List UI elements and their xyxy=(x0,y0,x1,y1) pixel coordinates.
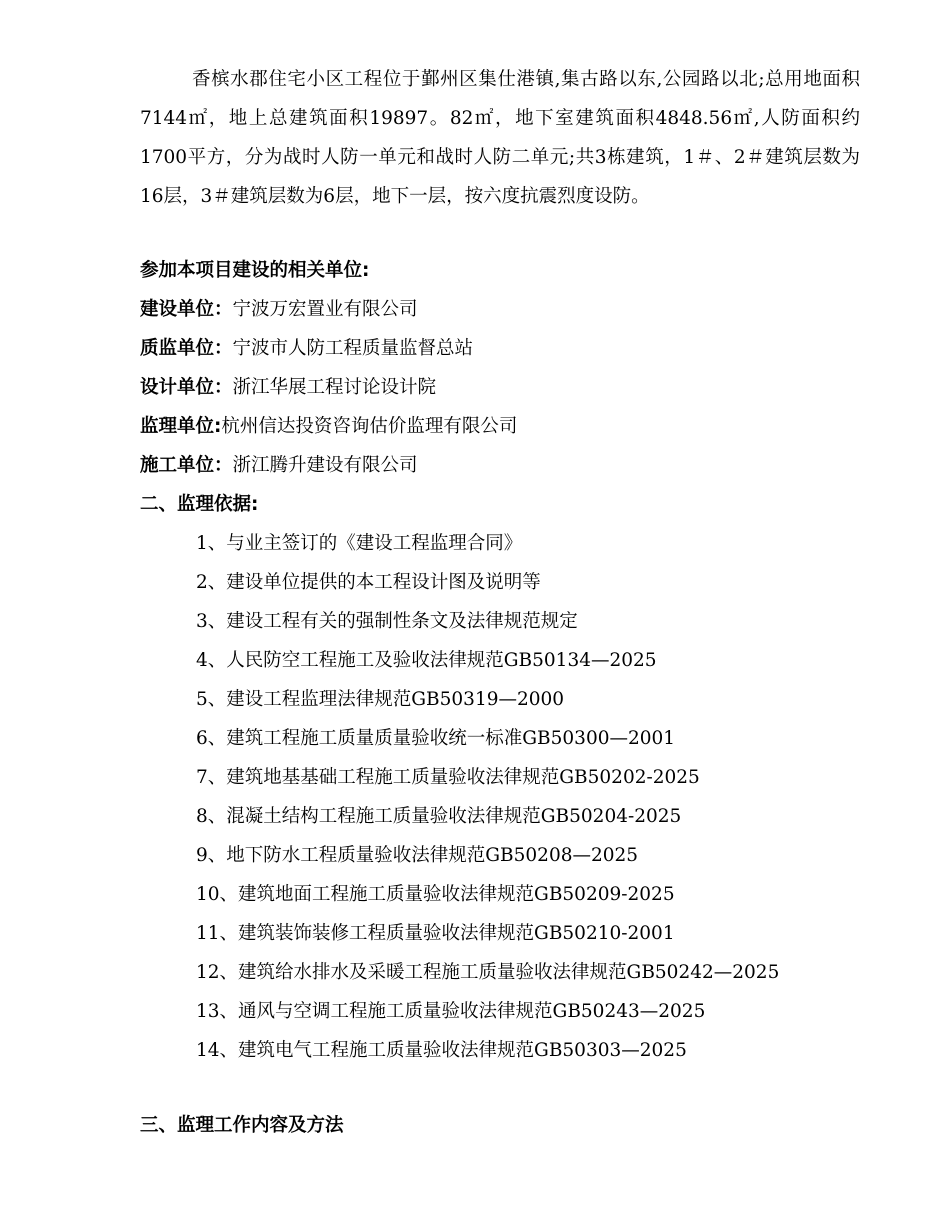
units-heading: 参加本项目建设的相关单位: xyxy=(140,260,370,281)
unit-value: 杭州信达投资咨询估价监理有限公司 xyxy=(221,416,518,437)
unit-label: 监理单位: xyxy=(140,416,222,437)
basis-item: 7、建筑地基基础工程施工质量验收法律规范GB50202-2025 xyxy=(196,767,700,788)
unit-value: 浙江华展工程讨论设计院 xyxy=(232,377,437,398)
basis-item: 9、地下防水工程质量验收法律规范GB50208—2025 xyxy=(196,845,639,866)
basis-item: 1、与业主签订的《建设工程监理合同》 xyxy=(196,533,523,554)
basis-item: 11、建筑装饰装修工程质量验收法律规范GB50210-2001 xyxy=(196,923,675,944)
basis-item: 6、建筑工程施工质量质量验收统一标准GB50300—2001 xyxy=(196,728,676,749)
unit-label: 设计单位： xyxy=(140,377,233,398)
project-intro-paragraph: 香槟水郡住宅小区工程位于鄞州区集仕港镇,集古路以东,公园路以北;总用地面积7144㎡，地上总建筑面积19897。82㎡，地下室建筑面积4848.56㎡,人防面积约1700平方，分为战时人防一单元和战时人防二单元;共3栋建筑，1＃、2＃建筑层数为16层，3＃建筑层数为6层，地下一层，按六度抗震烈度设防。 xyxy=(140,69,860,207)
section-3-heading: 三、监理工作内容及方法 xyxy=(140,1115,344,1136)
unit-value: 浙江腾升建设有限公司 xyxy=(232,455,418,476)
unit-row-design xyxy=(140,375,436,401)
unit-row-contractor xyxy=(140,453,418,479)
basis-item: 5、建设工程监理法律规范GB50319—2000 xyxy=(196,689,565,710)
section-2-heading: 二、监理依据: xyxy=(140,494,259,515)
basis-item: 8、混凝土结构工程施工质量验收法律规范GB50204-2025 xyxy=(196,806,682,827)
unit-label: 质监单位： xyxy=(140,338,233,359)
unit-row-supervision xyxy=(140,414,517,440)
unit-label: 施工单位： xyxy=(140,455,233,476)
unit-value: 宁波市人防工程质量监督总站 xyxy=(232,338,474,359)
basis-item: 12、建筑给水排水及采暖工程施工质量验收法律规范GB50242—2025 xyxy=(196,962,780,983)
unit-row-construction xyxy=(140,297,418,323)
basis-item: 13、通风与空调工程施工质量验收法律规范GB50243—2025 xyxy=(196,1001,706,1022)
basis-item: 2、建设单位提供的本工程设计图及说明等 xyxy=(196,572,541,593)
basis-item: 10、建筑地面工程施工质量验收法律规范GB50209-2025 xyxy=(196,884,675,905)
basis-item: 14、建筑电气工程施工质量验收法律规范GB50303—2025 xyxy=(196,1040,687,1061)
basis-item: 3、建设工程有关的强制性条文及法律规范规定 xyxy=(196,611,578,632)
basis-item: 4、人民防空工程施工及验收法律规范GB50134—2025 xyxy=(196,650,657,671)
unit-label: 建设单位： xyxy=(140,299,233,320)
unit-value: 宁波万宏置业有限公司 xyxy=(232,299,418,320)
unit-row-quality-supervision xyxy=(140,336,473,362)
